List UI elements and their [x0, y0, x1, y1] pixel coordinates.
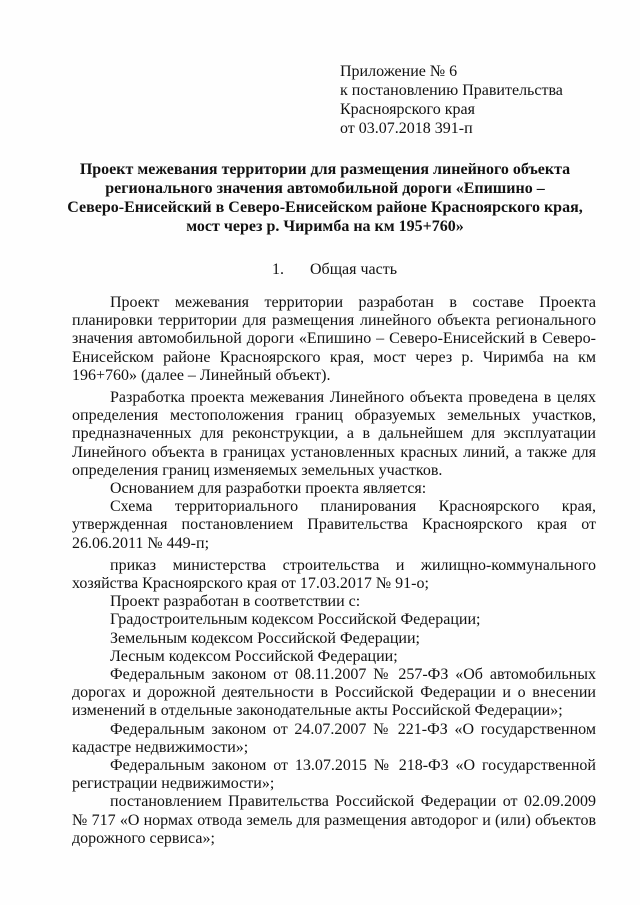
appendix-line: Красноярского края [340, 101, 475, 118]
paragraph: Разработка проекта межевания Линейного объекта проведена в целях определения местоположения границ образуемых земельных участков, предназначенных для реконструкции, а в дальнейшем для эксплуатации Линейного объекта в границах установленных красных линий, а также для определения границ изменяемых земельных участков. [72, 389, 596, 479]
paragraph: Основанием для разработки проекта является: [110, 480, 427, 498]
paragraph: Лесным кодексом Российской Федерации; [110, 647, 398, 665]
paragraph: приказ министерства строительства и жилищно-коммунального хозяйства Красноярского края от 17.03.2017 № 91-о; [72, 556, 596, 593]
section-title: Общая часть [310, 261, 398, 278]
paragraph: Федеральным законом от 08.11.2007 № 257-ФЗ «Об автомобильных дорогах и дорожной деятельности в Российской Федерации и о внесении изменений в отдельные законодательные акты Российской Федерации»; [72, 666, 596, 720]
paragraph: Проект разработан в соответствии с: [110, 593, 361, 611]
title-line: регионального значения автомобильной дороги «Епишино – [105, 180, 545, 197]
title-line: Северо-Енисейский в Северо-Енисейском районе Красноярского края, [67, 199, 583, 216]
paragraph: Земельным кодексом Российской Федерации; [110, 629, 420, 647]
paragraph: Проект межевания территории разработан в составе Проекта планировки территории для размещения линейного объекта регионального значения автомобильной дороги «Епишино – Северо-Енисейский в Северо-Енисейском районе Красноярского края, мост через р. Чиримба на км 196+760» (далее – Линейный объект). [72, 294, 596, 384]
title-line: мост через р. Чиримба на км 195+760» [186, 218, 464, 235]
section-number: 1. [272, 261, 284, 278]
paragraph: Схема территориального планирования Красноярского края, утвержденная постановлением Правительства Красноярского края от 26.06.2011 № 449-п; [72, 498, 596, 552]
paragraph: Градостроительным кодексом Российской Федерации; [110, 611, 481, 629]
title-line: Проект межевания территории для размещения линейного объекта [79, 161, 571, 178]
appendix-line: Приложение № 6 [340, 63, 458, 80]
section-heading [272, 260, 397, 279]
appendix-block [340, 62, 600, 138]
appendix-line: от 03.07.2018 391-п [340, 120, 473, 137]
document-body [72, 294, 596, 848]
paragraph: постановлением Правительства Российской Федерации от 02.09.2009 № 717 «О нормах отвода земель для размещения автодорог и (или) объектов дорожного сервиса»; [72, 793, 596, 847]
paragraph: Федеральным законом от 24.07.2007 № 221-ФЗ «О государственном кадастре недвижимости»; [72, 720, 596, 756]
appendix-line: к постановлению Правительства [340, 82, 563, 99]
document-title [60, 160, 590, 236]
paragraph: Федеральным законом от 13.07.2015 № 218-ФЗ «О государственной регистрации недвижимости»; [72, 757, 596, 793]
